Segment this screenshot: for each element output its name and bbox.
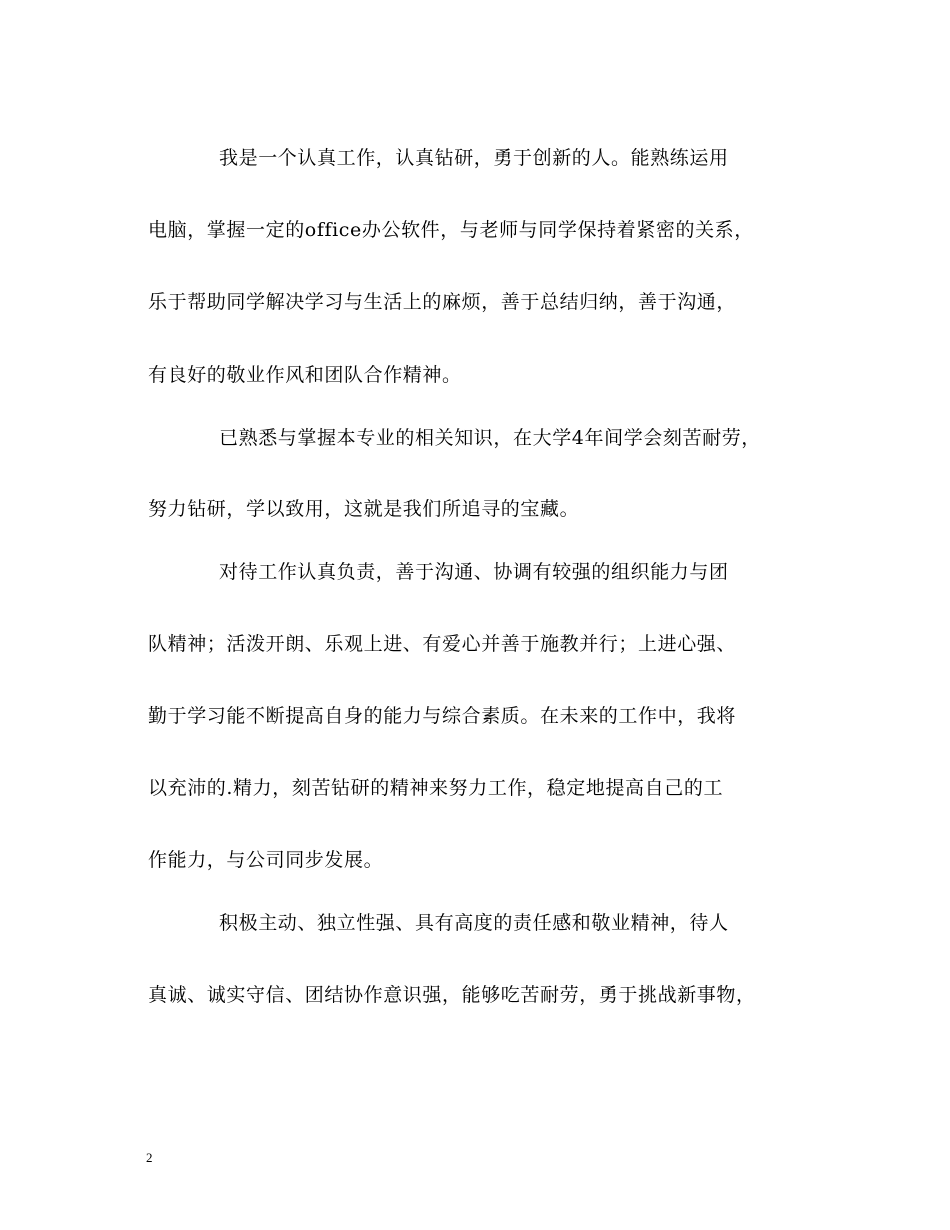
paragraph-3-line-3: 勤于学习能不断提高自身的能力与综合素质。在未来的工作中，我将 xyxy=(148,705,737,727)
paragraph-1-line-2: 电脑，掌握一定的office办公软件，与老师与同学保持着紧密的关系， xyxy=(148,219,754,241)
paragraph-3-line-5: 作能力，与公司同步发展。 xyxy=(148,849,384,871)
paragraph-2-line-2: 努力钻研，学以致用，这就是我们所追寻的宝藏。 xyxy=(148,498,580,520)
paragraph-4-line-2: 真诚、诚实守信、团结协作意识强，能够吃苦耐劳，勇于挑战新事物， xyxy=(148,984,756,1006)
paragraph-3-line-1: 对待工作认真负责，善于沟通、协调有较强的组织能力与团 xyxy=(219,561,729,583)
paragraph-1-line-3: 乐于帮助同学解决学习与生活上的麻烦，善于总结归纳，善于沟通， xyxy=(148,291,737,313)
paragraph-4-line-1: 积极主动、独立性强、具有高度的责任感和敬业精神，待人 xyxy=(219,912,729,934)
paragraph-3-line-4: 以充沛的.精力，刻苦钻研的精神来努力工作，稳定地提高自己的工 xyxy=(148,777,724,799)
paragraph-1-line-1: 我是一个认真工作，认真钻研，勇于创新的人。能熟练运用 xyxy=(219,147,729,169)
page-number: 2 xyxy=(146,1150,153,1165)
paragraph-1-line-4: 有良好的敬业作风和团队合作精神。 xyxy=(148,364,462,386)
paragraph-3-line-2: 队精神；活泼开朗、乐观上进、有爱心并善于施教并行；上进心强、 xyxy=(148,633,737,655)
paragraph-2-line-1: 已熟悉与掌握本专业的相关知识，在大学4年间学会刻苦耐劳， xyxy=(219,427,761,449)
